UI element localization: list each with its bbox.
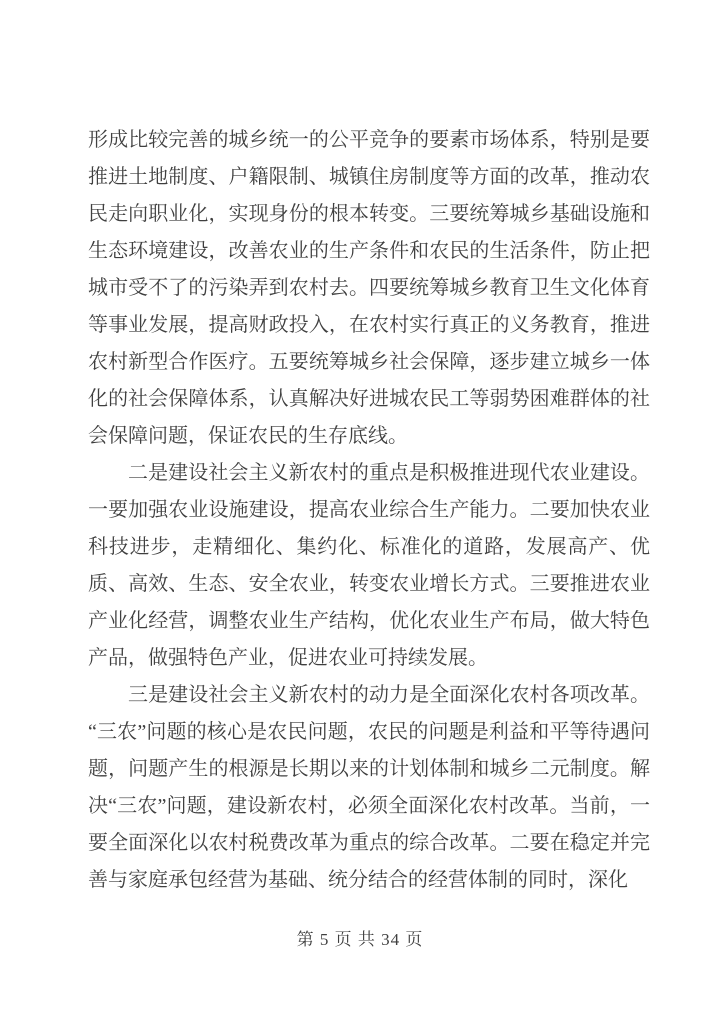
- paragraph: 三是建设社会主义新农村的动力是全面深化农村各项改革。“三农”问题的核心是农民问题，农民的问题是利益和平等待遇问题，问题产生的根源是长期以来的计划体制和城乡二元制度。解决“三农”问题，建设新农村，必须全面深化农村改革。当前，一要全面深化以农村税费改革为重点的综合改革。二要在稳定并完善与家庭承包经营为基础、统分结合的经营体制的同时，深化: [88, 684, 650, 891]
- paragraph: 二是建设社会主义新农村的重点是积极推进现代农业建设。一要加强农业设施建设，提高农业综合生产能力。二要加快农业科技进步，走精细化、集约化、标准化的道路，发展高产、优质、高效、生态、安全农业，转变农业增长方式。三要推进农业产业化经营，调整农业生产结构，优化农业生产布局，做大特色产品，做强特色产业，促进农业可持续发展。: [88, 462, 650, 669]
- document-body: [88, 122, 650, 899]
- page-number-label: 第 5 页 共 34 页: [296, 930, 424, 949]
- page-footer: [0, 928, 720, 952]
- paragraph: 形成比较完善的城乡统一的公平竞争的要素市场体系，特别是要推进土地制度、户籍限制、城镇住房制度等方面的改革，推动农民走向职业化，实现身份的根本转变。三要统筹城乡基础设施和生态环境建设，改善农业的生产条件和农民的生活条件，防止把城市受不了的污染弄到农村去。四要统筹城乡教育卫生文化体育等事业发展，提高财政投入，在农村实行真正的义务教育，推进农村新型合作医疗。五要统筹城乡社会保障，逐步建立城乡一体化的社会保障体系，认真解决好进城农民工等弱势困难群体的社会保障问题，保证农民的生存底线。: [88, 129, 650, 447]
